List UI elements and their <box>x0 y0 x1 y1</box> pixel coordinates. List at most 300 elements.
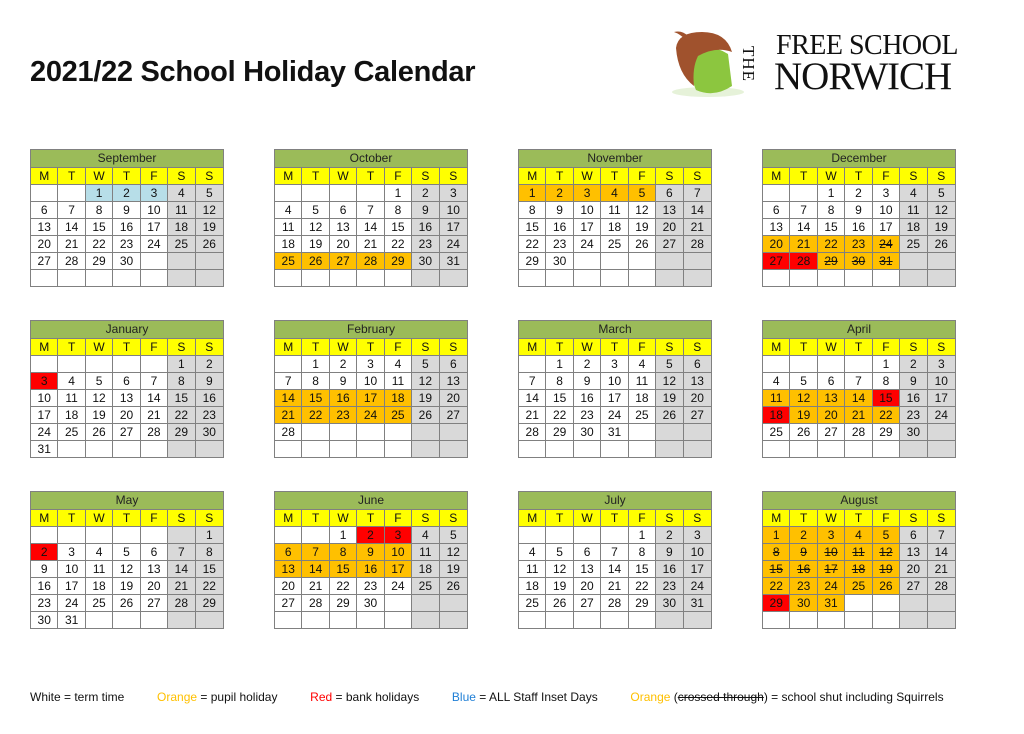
day-cell: 1 <box>196 527 223 544</box>
empty-cell <box>519 356 546 373</box>
empty-cell <box>196 441 223 457</box>
empty-cell <box>763 612 790 628</box>
day-cell: 15 <box>519 219 546 236</box>
empty-cell <box>656 441 683 457</box>
weekday-header: M <box>763 510 790 527</box>
day-cell: 8 <box>546 373 573 390</box>
day-cell: 24 <box>141 236 168 253</box>
day-cell: 16 <box>900 390 927 407</box>
day-cell: 4 <box>58 373 85 390</box>
empty-cell <box>519 612 546 628</box>
empty-cell <box>629 441 656 457</box>
day-cell: 14 <box>168 561 195 578</box>
day-cell: 27 <box>574 595 601 612</box>
weekday-header: S <box>656 510 683 527</box>
month-header: September <box>31 150 223 168</box>
month-july <box>518 491 712 629</box>
day-cell: 5 <box>412 356 439 373</box>
empty-cell <box>928 270 955 286</box>
weekday-header: M <box>31 339 58 356</box>
weekday-header: F <box>141 339 168 356</box>
day-cell: 30 <box>574 424 601 441</box>
month-days <box>763 510 955 628</box>
month-april <box>762 320 956 458</box>
empty-cell <box>845 270 872 286</box>
day-cell: 11 <box>629 373 656 390</box>
day-cell: 16 <box>330 390 357 407</box>
day-cell: 29 <box>546 424 573 441</box>
day-cell: 24 <box>574 236 601 253</box>
day-cell: 13 <box>900 544 927 561</box>
day-cell: 2 <box>330 356 357 373</box>
month-header: June <box>275 492 467 510</box>
day-cell: 30 <box>790 595 817 612</box>
weekday-header: W <box>330 339 357 356</box>
day-cell: 28 <box>790 253 817 270</box>
weekday-header: T <box>58 510 85 527</box>
day-cell: 4 <box>519 544 546 561</box>
day-cell: 5 <box>113 544 140 561</box>
day-cell: 26 <box>928 236 955 253</box>
month-december <box>762 149 956 287</box>
day-cell: 6 <box>113 373 140 390</box>
empty-cell <box>601 527 628 544</box>
day-cell: 1 <box>629 527 656 544</box>
day-cell: 27 <box>684 407 711 424</box>
empty-cell <box>873 441 900 457</box>
day-cell: 20 <box>113 407 140 424</box>
day-cell: 20 <box>818 407 845 424</box>
empty-cell <box>275 270 302 286</box>
weekday-header: S <box>900 339 927 356</box>
empty-cell <box>385 270 412 286</box>
weekday-header: T <box>302 510 329 527</box>
day-cell: 30 <box>113 253 140 270</box>
empty-cell <box>900 595 927 612</box>
day-cell: 17 <box>385 561 412 578</box>
empty-cell <box>763 356 790 373</box>
empty-cell <box>31 527 58 544</box>
weekday-header: S <box>656 168 683 185</box>
day-cell: 15 <box>818 219 845 236</box>
day-cell: 26 <box>790 424 817 441</box>
day-cell: 19 <box>629 219 656 236</box>
day-cell: 14 <box>790 219 817 236</box>
weekday-header: M <box>763 168 790 185</box>
weekday-header: F <box>873 510 900 527</box>
empty-cell <box>58 356 85 373</box>
empty-cell <box>113 441 140 457</box>
day-cell: 24 <box>31 424 58 441</box>
month-header: March <box>519 321 711 339</box>
day-cell: 4 <box>763 373 790 390</box>
empty-cell <box>440 441 467 457</box>
empty-cell <box>302 612 329 628</box>
day-cell: 6 <box>440 356 467 373</box>
weekday-header: S <box>168 168 195 185</box>
day-cell: 29 <box>818 253 845 270</box>
weekday-header: T <box>58 339 85 356</box>
day-cell: 16 <box>546 219 573 236</box>
day-cell: 12 <box>302 219 329 236</box>
day-cell: 7 <box>519 373 546 390</box>
day-cell: 13 <box>763 219 790 236</box>
day-cell: 5 <box>928 185 955 202</box>
empty-cell <box>302 185 329 202</box>
day-cell: 21 <box>928 561 955 578</box>
month-header: December <box>763 150 955 168</box>
day-cell: 9 <box>845 202 872 219</box>
day-cell: 7 <box>168 544 195 561</box>
empty-cell <box>302 441 329 457</box>
empty-cell <box>58 185 85 202</box>
day-cell: 20 <box>574 578 601 595</box>
day-cell: 12 <box>86 390 113 407</box>
weekday-header: M <box>763 339 790 356</box>
day-cell: 8 <box>196 544 223 561</box>
empty-cell <box>168 270 195 286</box>
day-cell: 6 <box>818 373 845 390</box>
empty-cell <box>113 356 140 373</box>
empty-cell <box>546 270 573 286</box>
day-cell: 23 <box>357 578 384 595</box>
month-days <box>519 168 711 286</box>
day-cell: 9 <box>900 373 927 390</box>
month-may <box>30 491 224 629</box>
day-cell: 21 <box>684 219 711 236</box>
day-cell: 25 <box>58 424 85 441</box>
empty-cell <box>684 270 711 286</box>
empty-cell <box>58 441 85 457</box>
empty-cell <box>141 253 168 270</box>
day-cell: 23 <box>546 236 573 253</box>
day-cell: 10 <box>928 373 955 390</box>
month-header: July <box>519 492 711 510</box>
day-cell: 5 <box>86 373 113 390</box>
empty-cell <box>656 612 683 628</box>
month-march <box>518 320 712 458</box>
day-cell: 27 <box>440 407 467 424</box>
empty-cell <box>656 424 683 441</box>
day-cell: 11 <box>385 373 412 390</box>
day-cell: 30 <box>656 595 683 612</box>
day-cell: 30 <box>845 253 872 270</box>
day-cell: 10 <box>141 202 168 219</box>
weekday-header: S <box>928 339 955 356</box>
day-cell: 24 <box>58 595 85 612</box>
logo-line1: FREE SCHOOL <box>776 30 958 61</box>
empty-cell <box>574 527 601 544</box>
day-cell: 24 <box>385 578 412 595</box>
day-cell: 2 <box>412 185 439 202</box>
day-cell: 11 <box>845 544 872 561</box>
month-days <box>31 168 223 286</box>
day-cell: 7 <box>790 202 817 219</box>
day-cell: 3 <box>31 373 58 390</box>
day-cell: 11 <box>601 202 628 219</box>
day-cell: 16 <box>357 561 384 578</box>
month-days <box>275 510 467 628</box>
day-cell: 22 <box>302 407 329 424</box>
day-cell: 29 <box>196 595 223 612</box>
day-cell: 14 <box>58 219 85 236</box>
empty-cell <box>385 595 412 612</box>
day-cell: 29 <box>873 424 900 441</box>
day-cell: 9 <box>412 202 439 219</box>
day-cell: 21 <box>601 578 628 595</box>
day-cell: 24 <box>357 407 384 424</box>
day-cell: 14 <box>275 390 302 407</box>
day-cell: 15 <box>546 390 573 407</box>
day-cell: 12 <box>113 561 140 578</box>
day-cell: 30 <box>31 612 58 628</box>
weekday-header: T <box>845 339 872 356</box>
day-cell: 21 <box>790 236 817 253</box>
weekday-header: W <box>330 168 357 185</box>
empty-cell <box>900 253 927 270</box>
weekday-header: S <box>412 510 439 527</box>
weekday-header: F <box>385 168 412 185</box>
day-cell: 11 <box>275 219 302 236</box>
day-cell: 27 <box>275 595 302 612</box>
day-cell: 9 <box>113 202 140 219</box>
day-cell: 16 <box>574 390 601 407</box>
day-cell: 2 <box>900 356 927 373</box>
day-cell: 19 <box>440 561 467 578</box>
empty-cell <box>684 424 711 441</box>
empty-cell <box>330 185 357 202</box>
weekday-header: S <box>900 510 927 527</box>
empty-cell <box>790 356 817 373</box>
weekday-header: S <box>196 510 223 527</box>
empty-cell <box>440 270 467 286</box>
day-cell: 19 <box>928 219 955 236</box>
day-cell: 17 <box>31 407 58 424</box>
day-cell: 3 <box>141 185 168 202</box>
day-cell: 12 <box>412 373 439 390</box>
day-cell: 17 <box>684 561 711 578</box>
day-cell: 17 <box>141 219 168 236</box>
legend-orange2-text: ) = school shut including Squirrels <box>763 690 944 704</box>
empty-cell <box>141 527 168 544</box>
day-cell: 10 <box>818 544 845 561</box>
month-days <box>763 339 955 457</box>
weekday-header: T <box>302 168 329 185</box>
empty-cell <box>385 441 412 457</box>
empty-cell <box>928 612 955 628</box>
day-cell: 4 <box>900 185 927 202</box>
day-cell: 19 <box>86 407 113 424</box>
day-cell: 5 <box>656 356 683 373</box>
weekday-header: W <box>574 168 601 185</box>
day-cell: 27 <box>818 424 845 441</box>
empty-cell <box>684 253 711 270</box>
day-cell: 3 <box>601 356 628 373</box>
weekday-header: M <box>31 510 58 527</box>
day-cell: 22 <box>629 578 656 595</box>
legend-orange2-word: Orange <box>630 690 671 704</box>
day-cell: 26 <box>302 253 329 270</box>
empty-cell <box>113 270 140 286</box>
day-cell: 13 <box>574 561 601 578</box>
day-cell: 19 <box>302 236 329 253</box>
empty-cell <box>845 595 872 612</box>
day-cell: 29 <box>385 253 412 270</box>
day-cell: 21 <box>845 407 872 424</box>
day-cell: 4 <box>601 185 628 202</box>
day-cell: 11 <box>86 561 113 578</box>
weekday-header: T <box>790 510 817 527</box>
day-cell: 4 <box>845 527 872 544</box>
day-cell: 20 <box>656 219 683 236</box>
empty-cell <box>629 612 656 628</box>
empty-cell <box>357 424 384 441</box>
month-september <box>30 149 224 287</box>
empty-cell <box>86 356 113 373</box>
month-days <box>519 510 711 628</box>
day-cell: 28 <box>302 595 329 612</box>
weekday-header: T <box>546 510 573 527</box>
day-cell: 18 <box>412 561 439 578</box>
empty-cell <box>141 356 168 373</box>
legend-crossed: crossed through <box>677 690 764 704</box>
day-cell: 25 <box>168 236 195 253</box>
day-cell: 19 <box>412 390 439 407</box>
day-cell: 15 <box>763 561 790 578</box>
day-cell: 7 <box>928 527 955 544</box>
weekday-header: F <box>141 510 168 527</box>
day-cell: 21 <box>357 236 384 253</box>
day-cell: 23 <box>790 578 817 595</box>
day-cell: 27 <box>763 253 790 270</box>
day-cell: 1 <box>330 527 357 544</box>
day-cell: 28 <box>928 578 955 595</box>
day-cell: 26 <box>196 236 223 253</box>
empty-cell <box>656 253 683 270</box>
day-cell: 19 <box>656 390 683 407</box>
month-august <box>762 491 956 629</box>
day-cell: 23 <box>31 595 58 612</box>
day-cell: 28 <box>58 253 85 270</box>
weekday-header: S <box>196 168 223 185</box>
day-cell: 22 <box>818 236 845 253</box>
day-cell: 2 <box>113 185 140 202</box>
day-cell: 30 <box>546 253 573 270</box>
empty-cell <box>330 424 357 441</box>
day-cell: 26 <box>873 578 900 595</box>
day-cell: 17 <box>601 390 628 407</box>
empty-cell <box>168 253 195 270</box>
day-cell: 15 <box>196 561 223 578</box>
empty-cell <box>31 185 58 202</box>
weekday-header: W <box>818 510 845 527</box>
day-cell: 10 <box>440 202 467 219</box>
month-november <box>518 149 712 287</box>
day-cell: 22 <box>385 236 412 253</box>
day-cell: 1 <box>519 185 546 202</box>
day-cell: 16 <box>31 578 58 595</box>
empty-cell <box>790 441 817 457</box>
day-cell: 7 <box>275 373 302 390</box>
legend <box>30 690 944 704</box>
day-cell: 11 <box>900 202 927 219</box>
weekday-header: W <box>86 510 113 527</box>
day-cell: 9 <box>31 561 58 578</box>
day-cell: 13 <box>440 373 467 390</box>
day-cell: 6 <box>31 202 58 219</box>
month-june <box>274 491 468 629</box>
day-cell: 1 <box>818 185 845 202</box>
day-cell: 13 <box>141 561 168 578</box>
day-cell: 8 <box>818 202 845 219</box>
day-cell: 7 <box>302 544 329 561</box>
day-cell: 12 <box>656 373 683 390</box>
day-cell: 15 <box>330 561 357 578</box>
weekday-header: W <box>818 339 845 356</box>
day-cell: 11 <box>412 544 439 561</box>
day-cell: 27 <box>656 236 683 253</box>
day-cell: 17 <box>440 219 467 236</box>
empty-cell <box>141 612 168 628</box>
day-cell: 28 <box>845 424 872 441</box>
month-header: January <box>31 321 223 339</box>
day-cell: 1 <box>546 356 573 373</box>
empty-cell <box>113 527 140 544</box>
day-cell: 5 <box>629 185 656 202</box>
empty-cell <box>763 185 790 202</box>
day-cell: 24 <box>928 407 955 424</box>
day-cell: 27 <box>330 253 357 270</box>
empty-cell <box>412 441 439 457</box>
day-cell: 31 <box>58 612 85 628</box>
day-cell: 18 <box>385 390 412 407</box>
weekday-header: M <box>519 339 546 356</box>
day-cell: 2 <box>845 185 872 202</box>
weekday-header: F <box>385 339 412 356</box>
day-cell: 23 <box>113 236 140 253</box>
weekday-header: T <box>113 510 140 527</box>
day-cell: 1 <box>873 356 900 373</box>
empty-cell <box>873 595 900 612</box>
day-cell: 31 <box>31 441 58 457</box>
weekday-header: S <box>196 339 223 356</box>
day-cell: 19 <box>790 407 817 424</box>
day-cell: 29 <box>763 595 790 612</box>
day-cell: 18 <box>168 219 195 236</box>
month-header: November <box>519 150 711 168</box>
day-cell: 10 <box>385 544 412 561</box>
empty-cell <box>330 612 357 628</box>
day-cell: 29 <box>86 253 113 270</box>
empty-cell <box>656 270 683 286</box>
day-cell: 14 <box>845 390 872 407</box>
day-cell: 31 <box>873 253 900 270</box>
day-cell: 7 <box>357 202 384 219</box>
day-cell: 30 <box>900 424 927 441</box>
day-cell: 20 <box>684 390 711 407</box>
weekday-header: S <box>168 510 195 527</box>
day-cell: 6 <box>574 544 601 561</box>
weekday-header: T <box>601 510 628 527</box>
legend-red-word: Red <box>310 690 333 704</box>
day-cell: 3 <box>440 185 467 202</box>
day-cell: 23 <box>900 407 927 424</box>
day-cell: 3 <box>684 527 711 544</box>
empty-cell <box>141 441 168 457</box>
weekday-header: M <box>31 168 58 185</box>
day-cell: 12 <box>928 202 955 219</box>
weekday-header: T <box>58 168 85 185</box>
